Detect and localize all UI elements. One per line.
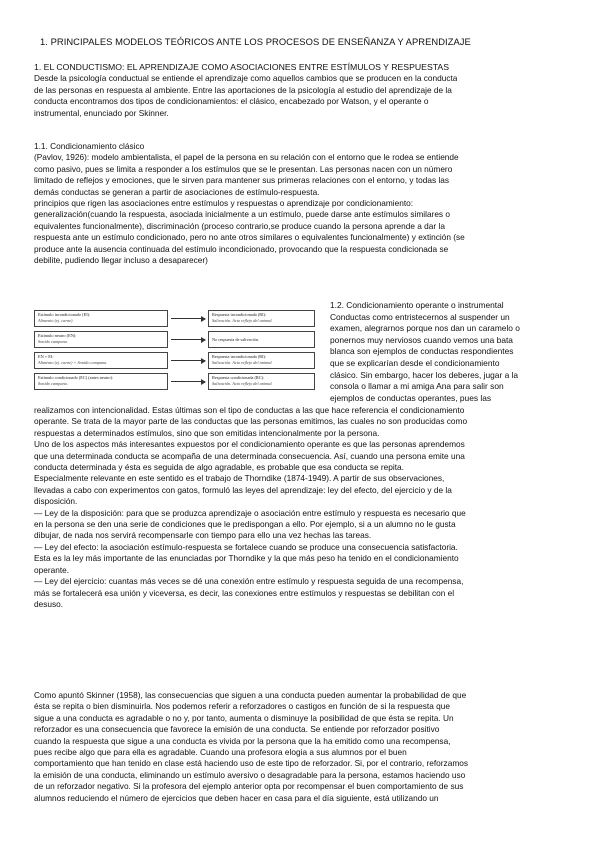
text-line: Especialmente relevante en este sentido es el trabajo de Thorndike (1874-1949). A partir de sus observaciones,: [34, 473, 445, 484]
text-line: ésta se repita o bien disminuirla. Nos podemos referir a reforzadores o castigos en función de si la respuesta que: [34, 701, 450, 712]
section-condicionamiento-clasico: [34, 141, 465, 266]
text-line: operante.: [34, 564, 70, 575]
text-line: — Ley del efecto: la asociación estímulo-respuesta se fortalece cuando se produce una consecuencia satisfactoria.: [34, 541, 458, 552]
arrow-icon: [171, 381, 205, 382]
text-line: que una determinada conducta se acompaña de una determinada consecuencia. Así, cuando una persona emite una: [34, 450, 465, 461]
text-line: clásico. Sin embargo, hacer los deberes, jugar a la: [330, 369, 519, 380]
text-line: en la persona se den una serie de condiciones que le predispongan a ello. Por ejemplo, si a un alumno no le gusta: [34, 519, 456, 530]
section-skinner: [34, 690, 468, 804]
diagram-left-box: Estímulo neutro (EN): Sonido campana.: [34, 331, 168, 348]
text-line: conducta encontramos dos tipos de condicionamientos: el clásico, encabezado por Watson, y el operante o: [34, 96, 429, 107]
diagram-left-box: Estímulo condicionado (EC) (antes neutro): Sonido campana.: [34, 373, 168, 390]
text-line: examen, alegrarnos porque nos dan un caramelo o: [330, 323, 520, 334]
arrow-icon: [171, 339, 205, 340]
text-line: Desde la psicología conductual se entiende el aprendizaje como aquellos cambios que se producen en la conducta: [34, 73, 458, 84]
text-line: ejemplos de conductas operantes, pues las: [330, 392, 492, 403]
text-line: realizamos con intencionalidad. Estas últimas son el tipo de conductas a las que hace referencia el condicionamiento: [34, 405, 465, 415]
subsection-heading: 1.2. Condicionamiento operante o instrumental: [330, 300, 504, 310]
section-operante-text: [34, 405, 467, 610]
document-heading: 1. PRINCIPALES MODELOS TEÓRICOS ANTE LOS PROCESOS DE ENSEÑANZA Y APRENDIZAJE: [40, 36, 471, 47]
text-line: generalización(cuando la respuesta, asociada inicialmente a un estímulo, puede darse ante estímulos similares o: [34, 209, 451, 220]
text-line: disposición.: [34, 496, 78, 507]
subsection-heading: 1.1. Condicionamiento clásico: [34, 141, 145, 151]
text-line: equivalentes funcionalmente), discriminación (proceso contrario,se produce cuando la persona aprende a dar la: [34, 220, 445, 231]
conditioning-diagram: [34, 306, 319, 396]
arrow-icon: [171, 318, 205, 319]
text-line: produce ante la ausencia continuada del estímulo incondicionado, provocando que la respuesta condicionada se: [34, 243, 449, 254]
text-line: consola o llamar a mi amiga Ana para salir son: [330, 381, 504, 392]
text-line: instrumental, enunciado por Skinner.: [34, 107, 169, 118]
text-line: más se fortalecerá esa unión y viceversa, es decir, las conexiones entre estímulos y respuestas se debilitan con el: [34, 587, 455, 598]
text-line: respuesta ante un estímulo condicionado, pero no ante otros similares o equivalentes funcionalmente) y extinción (se: [34, 232, 465, 243]
text-line: que se explicarían desde el condicionamiento: [330, 357, 500, 368]
section-conductismo: [34, 62, 457, 119]
text-line: como pasivo, pues se limita a responder a los estímulos que se le presentan. Las personas nacen con un número: [34, 163, 453, 174]
text-line: sigue a una conducta es agradable o no y, por tanto, aumenta o disminuye la posibilidad de que ésta se repita. Un: [34, 712, 454, 723]
text-line: de un reforzador negativo. Si la profesora del ejemplo anterior opta por recompensar el buen comportamiento de sus: [34, 781, 464, 792]
text-line: conducta determinada y ésta es seguida de algo agradable, es probable que esa conducta se repita.: [34, 462, 404, 473]
text-line: pues recibe algo que para ella es agradable. Cuando una profesora elogia a sus alumnos por el buen: [34, 747, 407, 758]
arrow-icon: [171, 360, 205, 361]
text-line: Esta es la ley más importante de las enunciadas por Thorndike y la que más peso ha tenido en el condicionamiento: [34, 553, 459, 564]
text-line: principios que rigen las asociaciones entre estímulos y respuestas o aprendizaje por condicionamiento:: [34, 198, 414, 209]
text-line: reforzador es una consecuencia que favorece la emisión de una conducta. Se entiende por reforzador positivo: [34, 724, 440, 735]
text-line: (Pavlov, 1926): modelo ambientalista, el papel de la persona en su relación con el entorno que le rodea se entiende: [34, 152, 459, 163]
diagram-right-box: No respuesta de salivación.: [208, 331, 315, 348]
diagram-right-box: Respuesta incondicionada (RI): Salivación. Acto reflejo del animal.: [208, 310, 315, 327]
text-line: — Ley del ejercicio: cuantas más veces se dé una conexión entre estímulo y respuesta seguida de una recompensa,: [34, 576, 464, 587]
text-line: cuando la respuesta que sigue a una conducta es vivida por la persona que la ha emitido como una recompensa,: [34, 735, 451, 746]
text-line: Uno de los aspectos más interesantes expuestos por el condicionamiento operante es que las personas aprendemos: [34, 439, 465, 450]
text-line: operante. Se trata de la mayor parte de las conductas que las personas emitimos, las cuales no son producidas como: [34, 416, 468, 427]
diagram-left-box: Estímulo incondicionado (EI): Alimento (ej. carne).: [34, 310, 168, 327]
text-line: limitado de reflejos y emociones, que le sirven para mantener sus primeras relaciones con el entorno, y todas las: [34, 175, 450, 186]
section-heading: 1. EL CONDUCTISMO: EL APRENDIZAJE COMO ASOCIACIONES ENTRE ESTÍMULOS Y RESPUESTAS: [34, 62, 449, 72]
text-line: debilite, pudiendo llegar incluso a desaparecer): [34, 255, 208, 266]
text-line: — Ley de la disposición: para que se produzca aprendizaje o asociación entre estímulo y respuesta es necesario que: [34, 507, 466, 518]
text-line: respuestas a determinados estímulos, sino que son emitidas intencionalmente por la persona.: [34, 427, 380, 438]
text-line: ponernos muy nerviosos cuando vemos una bata: [330, 334, 513, 345]
text-line: la emisión de una conducta, eliminando un estímulo aversivo o desagradable para la persona, estamos haciendo uso: [34, 769, 466, 780]
text-line: desuso.: [34, 598, 64, 609]
text-line: Como apuntó Skinner (1958), las consecuencias que siguen a una conducta pueden aumentar la probabilidad de que: [34, 690, 467, 700]
section-condicionamiento-operante: [330, 300, 520, 404]
text-line: de las personas en respuesta al ambiente. Entre las aportaciones de la psicología al estudio del aprendizaje de la: [34, 84, 452, 95]
text-line: alumnos reduciendo el número de ejercicios que deben hacer en casa para el día siguiente, está utilizando un: [34, 792, 439, 803]
text-line: Conductas como entristecernos al suspender un: [330, 311, 510, 322]
text-line: dibujar, de nada nos servirá recompensarle con tiempo para ello una vez hechas las tareas.: [34, 530, 372, 541]
text-line: demás conductas se generan a partir de asociaciones de estímulo-respuesta.: [34, 186, 320, 197]
diagram-right-box: Respuesta incondicionada (RI): Salivación. Acto reflejo del animal.: [208, 352, 315, 369]
text-line: comportamiento que han tenido en clase está haciendo uso de este tipo de reforzador. Si, por el contrario, reforzamos: [34, 758, 468, 769]
diagram-left-box: EN + EI: Alimento (ej. carne) + Sonido campana.: [34, 352, 168, 369]
text-line: blanca son ejemplos de conductas respondientes: [330, 346, 514, 357]
text-line: llevadas a cabo con experimentos con gatos, formuló las leyes del aprendizaje: ley del efecto, del ejercicio y de la: [34, 484, 452, 495]
diagram-right-box: Respuesta condicionada (RC): Salivación. Acto reflejo del animal.: [208, 373, 315, 390]
